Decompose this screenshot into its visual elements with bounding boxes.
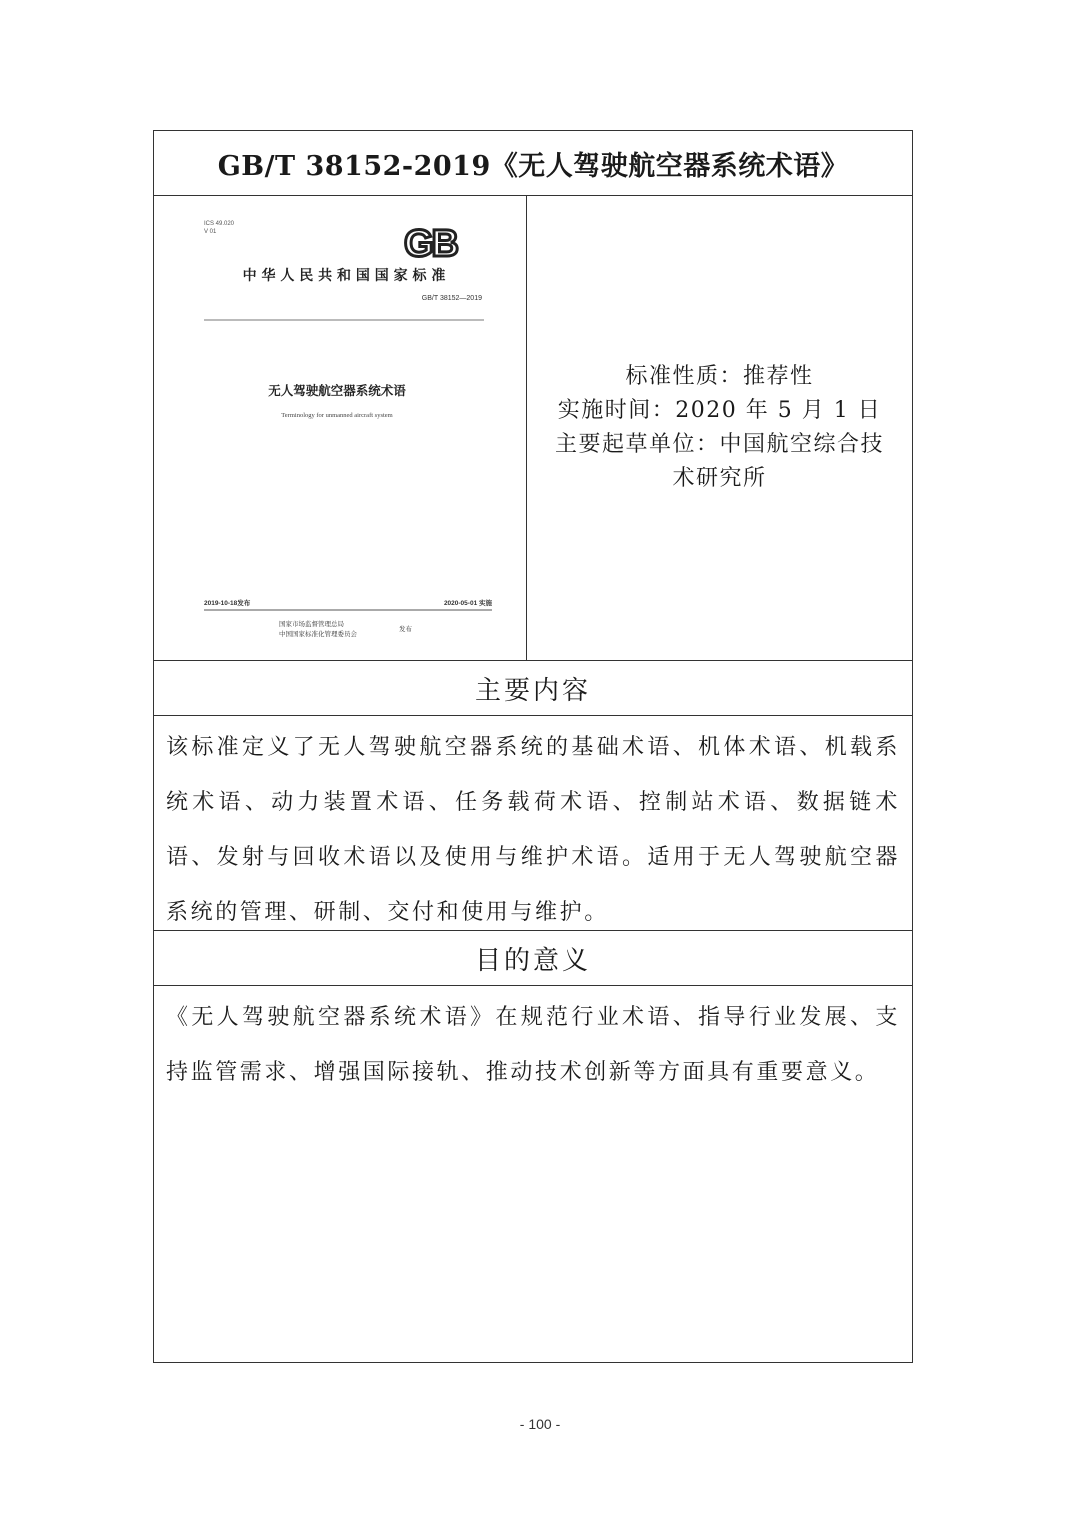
main-content-heading: 主要内容 [154, 661, 912, 716]
standard-nature: 标准性质：推荐性 [625, 364, 814, 389]
purpose-body: 《无人驾驶航空器系统术语》在规范行业术语、指导行业发展、支持监管需求、增强国际接轨、推动技术创新等方面具有重要意义。 [166, 1005, 900, 1085]
page-number: - 100 - [519, 1416, 561, 1432]
drafting-unit-line2: 术研究所 [672, 466, 767, 491]
title-row [154, 131, 912, 196]
info-row [154, 196, 912, 661]
meta-cell [527, 196, 912, 660]
meta-lines [545, 360, 895, 496]
purpose-heading: 目的意义 [154, 931, 912, 986]
implementation-date: 实施时间：2020 年 5 月 1 日 [557, 398, 882, 423]
cover-issue-word: 发布 [399, 625, 412, 633]
cover-cell [154, 196, 527, 660]
cover-standard-number: GB/T 38152—2019 [421, 295, 482, 302]
drafting-unit-line1: 主要起草单位：中国航空综合技 [554, 432, 884, 457]
gb-logo [404, 223, 458, 265]
document-title: GB/T 38152-2019《无人驾驶航空器系统术语》 [217, 150, 849, 182]
cover-issue-date: 2019-10-18发布 [204, 600, 251, 607]
gb-logo-text: GB [404, 223, 457, 265]
standard-info-table [153, 130, 913, 1363]
cover-issuer-line2: 中国国家标准化管理委员会 [279, 630, 357, 638]
cover-ics-code: ICS 49.020 [204, 221, 235, 227]
cover-title-en: Terminology for unmanned aircraft system [281, 412, 393, 419]
standard-cover-image [194, 212, 494, 642]
cover-title-cn: 无人驾驶航空器系统术语 [268, 383, 406, 398]
cover-standard-type: 中 华 人 民 共 和 国 国 家 标 准 [242, 268, 446, 284]
cover-implement-date: 2020-05-01 实施 [443, 600, 492, 607]
cover-issuer-line1: 国家市场监督管理总局 [279, 620, 344, 628]
cover-ccs-code: V 01 [204, 229, 217, 235]
main-content-body: 该标准定义了无人驾驶航空器系统的基础术语、机体术语、机载系统术语、动力装置术语、任务载荷术语、控制站术语、数据链术语、发射与回收术语以及使用与维护术语。适用于无人驾驶航空器系统的管理、研制、交付和使用与维护。 [154, 716, 912, 931]
